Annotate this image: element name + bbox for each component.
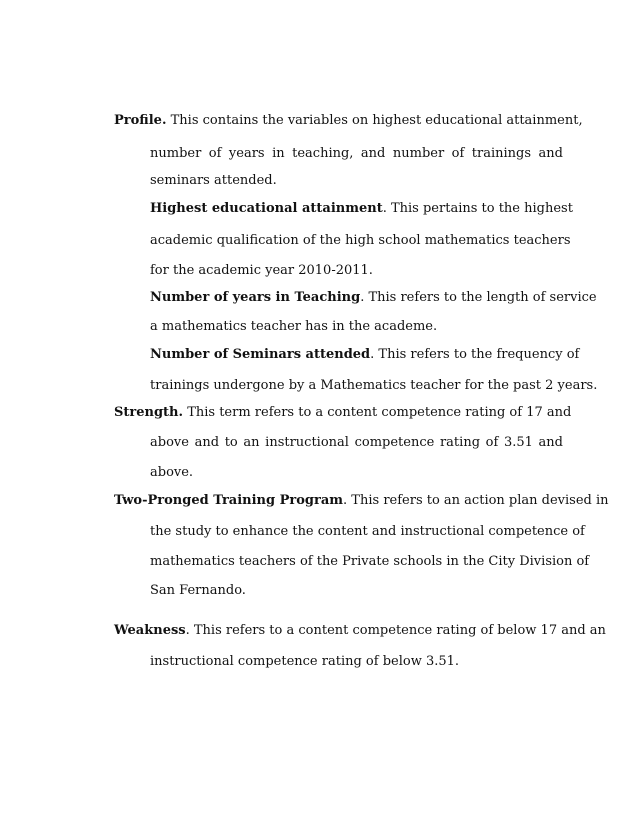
profile-line-3: seminars attended. [150,173,277,188]
hea-line-3: for the academic year 2010-2011. [150,263,373,278]
tptp-line-2: the study to enhance the content and instructional competence of [150,524,585,539]
nsa-term: Number of Seminars attended [150,347,371,362]
nyt-line-2: a mathematics teacher has in the academe. [150,319,438,334]
nsa-line-1 [150,347,580,363]
weakness-term: Weakness [114,623,186,638]
strength-line-1 [114,405,572,421]
tptp-text-1: . This refers to an action plan devised in [343,493,609,508]
strength-text-1: This term refers to a content competence rating of 17 and [187,405,572,420]
hea-line-1 [150,201,573,217]
nsa-line-2: trainings undergone by a Mathematics teacher for the past 2 years. [150,378,598,393]
nyt-term: Number of years in Teaching [150,290,361,305]
strength-line-3: above. [150,465,194,480]
strength-line-2: above and to an instructional competence rating of 3.51 and [150,435,563,450]
nsa-text-1: . This refers to the frequency of [370,347,580,362]
hea-term: Highest educational attainment [150,201,383,216]
hea-line-2: academic qualification of the high school mathematics teachers [150,233,571,248]
weakness-line-2: instructional competence rating of below 3.51. [150,654,460,669]
tptp-line-1 [114,493,609,509]
profile-term: Profile. [114,113,167,128]
profile-line-2: number of years in teaching, and number of trainings and [150,146,563,161]
tptp-term: Two-Pronged Training Program [114,493,344,508]
profile-line-1 [114,113,583,129]
tptp-line-4: San Fernando. [150,583,246,598]
strength-term: Strength. [114,405,184,420]
profile-text-1: This contains the variables on highest educational attainment, [170,113,583,128]
weakness-line-1 [114,623,606,639]
tptp-line-3: mathematics teachers of the Private schools in the City Division of [150,554,590,569]
weakness-text-1: . This refers to a content competence rating of below 17 and an [185,623,606,638]
nyt-line-1 [150,290,597,306]
nyt-text-1: . This refers to the length of service [360,290,597,305]
hea-text-1: . This pertains to the highest [382,201,573,216]
